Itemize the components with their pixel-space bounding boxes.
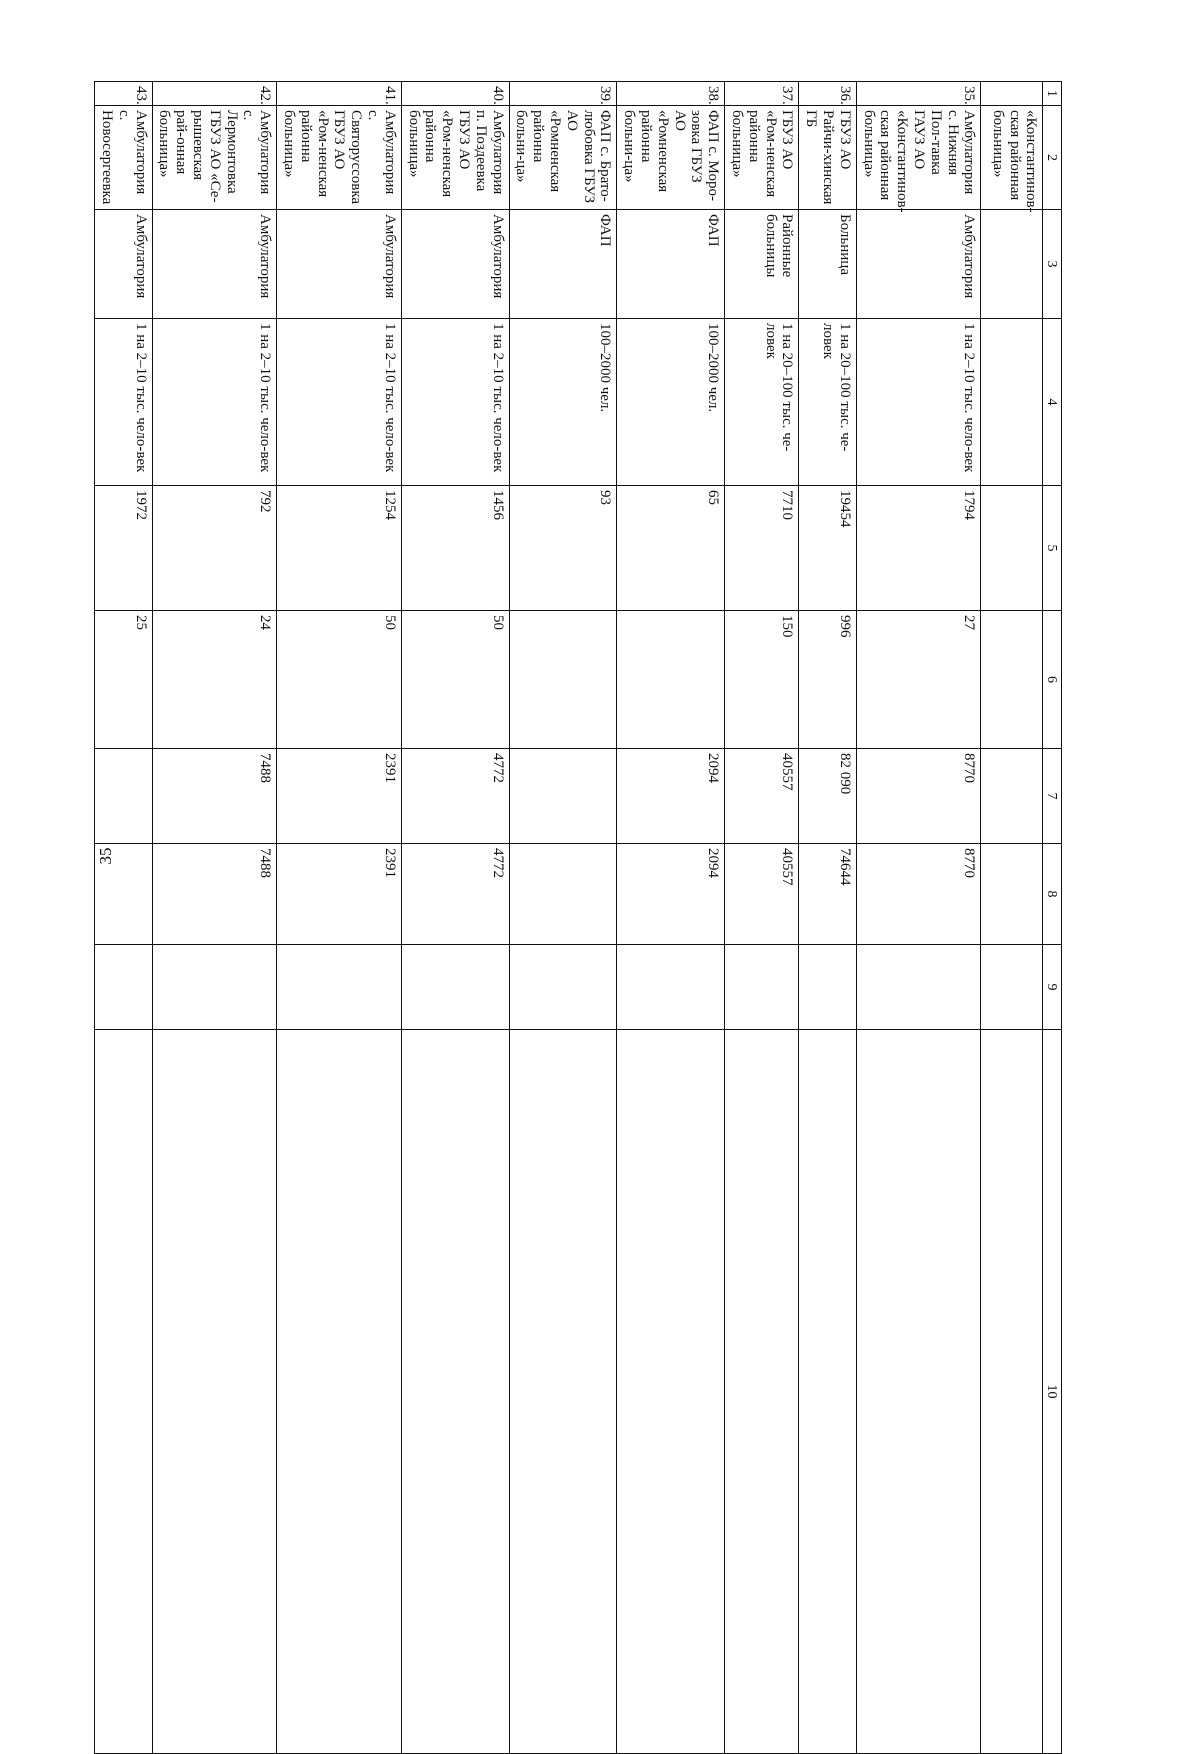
coverage-norm: 100–2000 чел. — [617, 319, 725, 486]
column-8-value: 74644 — [799, 844, 856, 945]
column-9-value — [799, 945, 856, 1030]
column-8-value: 7488 — [152, 844, 277, 945]
population: 1794 — [856, 486, 981, 611]
column-7-value — [509, 749, 617, 844]
column-8-value: 2391 — [277, 844, 402, 945]
column-9-value — [856, 945, 981, 1030]
population: 7710 — [725, 486, 799, 611]
facility-name: Амбулатория с. Святоруссовка ГБУЗ АО «Ром-ненская районна больница» — [277, 106, 402, 210]
population: 65 — [617, 486, 725, 611]
row-number: 36. — [799, 82, 856, 106]
column-10-value — [95, 1030, 152, 1754]
population: 1972 — [95, 486, 152, 611]
column-6-value — [617, 611, 725, 749]
column-header: 9 — [1043, 945, 1062, 1030]
column-header: 10 — [1043, 1030, 1062, 1754]
column-10-value — [856, 1030, 981, 1754]
facility-type: Амбулатория — [856, 210, 981, 319]
table-row — [617, 82, 725, 1754]
column-7-value: 2391 — [277, 749, 402, 844]
row-number: 43. — [95, 82, 152, 106]
column-8-value — [95, 844, 152, 945]
facility-type: Амбулатория — [152, 210, 277, 319]
table-row — [509, 82, 617, 1754]
column-10-value — [799, 1030, 856, 1754]
column-9-value — [725, 945, 799, 1030]
row-number: 41. — [277, 82, 402, 106]
facility-type: ФАП — [617, 210, 725, 319]
column-9-value — [152, 945, 277, 1030]
facility-name: Амбулатория с. Новосергеевка — [95, 106, 152, 210]
facility-name: ФАП с. Брато-любовка ГБУЗ АО «Ромненская районна больни-ца» — [509, 106, 617, 210]
column-6-value: 24 — [152, 611, 277, 749]
column-8-value: 2094 — [617, 844, 725, 945]
column-header: 8 — [1043, 844, 1062, 945]
column-8-value — [981, 844, 1043, 945]
column-7-value: 40557 — [725, 749, 799, 844]
facility-type: Районные больницы — [725, 210, 799, 319]
data-table — [94, 81, 1062, 1754]
column-header: 4 — [1043, 319, 1062, 486]
column-7-value: 8770 — [856, 749, 981, 844]
population: 93 — [509, 486, 617, 611]
column-6-value: 50 — [277, 611, 402, 749]
population: 19454 — [799, 486, 856, 611]
row-number — [981, 82, 1043, 106]
column-7-value — [981, 749, 1043, 844]
coverage-norm — [981, 319, 1043, 486]
coverage-norm: 1 на 2–10 тыс. чело-век — [401, 319, 509, 486]
facility-type: Амбулатория — [277, 210, 402, 319]
column-10-value — [617, 1030, 725, 1754]
table-row — [95, 82, 152, 1754]
column-8-value: 4772 — [401, 844, 509, 945]
row-number: 40. — [401, 82, 509, 106]
column-9-value — [981, 945, 1043, 1030]
column-10-value — [509, 1030, 617, 1754]
coverage-norm: 1 на 2–10 тыс. чело-век — [152, 319, 277, 486]
population: 792 — [152, 486, 277, 611]
table-row — [856, 82, 981, 1754]
column-6-value — [509, 611, 617, 749]
column-7-value: 7488 — [152, 749, 277, 844]
population: 1456 — [401, 486, 509, 611]
population: 1254 — [277, 486, 402, 611]
coverage-norm: 1 на 20–100 тыс. че-ловек — [725, 319, 799, 486]
row-number: 42. — [152, 82, 277, 106]
column-header: 6 — [1043, 611, 1062, 749]
column-6-value: 996 — [799, 611, 856, 749]
facility-type: ФАП — [509, 210, 617, 319]
table-row — [152, 82, 277, 1754]
column-9-value — [95, 945, 152, 1030]
coverage-norm: 100–2000 чел. — [509, 319, 617, 486]
facility-name: Амбулатория п. Поздеевка ГБУЗ АО «Ром-ненская районна больница» — [401, 106, 509, 210]
row-number: 38. — [617, 82, 725, 106]
column-header: 2 — [1043, 106, 1062, 210]
column-10-value — [981, 1030, 1043, 1754]
row-number: 35. — [856, 82, 981, 106]
facility-type: Амбулатория — [401, 210, 509, 319]
column-10-value — [725, 1030, 799, 1754]
coverage-norm: 1 на 20–100 тыс. че-ловек — [799, 319, 856, 486]
facility-type: Больница — [799, 210, 856, 319]
table-row — [725, 82, 799, 1754]
facility-type — [981, 210, 1043, 319]
column-7-value: 4772 — [401, 749, 509, 844]
column-9-value — [509, 945, 617, 1030]
row-number: 39. — [509, 82, 617, 106]
table-row — [401, 82, 509, 1754]
column-header: 7 — [1043, 749, 1062, 844]
column-8-value: 8770 — [856, 844, 981, 945]
column-6-value: 150 — [725, 611, 799, 749]
facility-name: ФАП с. Моро-зовка ГБУЗ АО «Ромненская районна больни-ца» — [617, 106, 725, 210]
coverage-norm: 1 на 2–10 тыс. чело-век — [277, 319, 402, 486]
column-10-value — [277, 1030, 402, 1754]
facility-name: ГБУЗ АО Райчи-хинская ГБ — [799, 106, 856, 210]
table-row — [277, 82, 402, 1754]
column-7-value — [95, 749, 152, 844]
column-9-value — [401, 945, 509, 1030]
column-header: 1 — [1043, 82, 1062, 106]
column-6-value — [981, 611, 1043, 749]
facility-name: Амбулатория с. Нижняя Пол-тавка ГАУЗ АО «Константинов-ская районная больница» — [856, 106, 981, 210]
column-6-value: 50 — [401, 611, 509, 749]
coverage-norm: 1 на 2–10 тыс. чело-век — [856, 319, 981, 486]
population — [981, 486, 1043, 611]
facility-name: ГБУЗ АО «Ром-ненская районна больница» — [725, 106, 799, 210]
column-9-value — [617, 945, 725, 1030]
facility-name: «Константинов-ская районная больница» — [981, 106, 1043, 210]
column-header: 3 — [1043, 210, 1062, 319]
column-6-value: 27 — [856, 611, 981, 749]
column-7-value: 82 090 — [799, 749, 856, 844]
column-10-value — [401, 1030, 509, 1754]
column-8-value: 40557 — [725, 844, 799, 945]
column-7-value: 2094 — [617, 749, 725, 844]
column-8-value — [509, 844, 617, 945]
row-number: 37. — [725, 82, 799, 106]
table-header-row — [1043, 82, 1062, 1754]
column-9-value — [277, 945, 402, 1030]
table-row — [799, 82, 856, 1754]
facility-name: Амбулатория с. Лермонтовка ГБУЗ АО «Се-рышевская рай-онная больница» — [152, 106, 277, 210]
table-row — [981, 82, 1043, 1754]
page-number: 35 — [96, 847, 115, 865]
column-header: 5 — [1043, 486, 1062, 611]
rotated-table-container — [99, 81, 1062, 1753]
coverage-norm: 1 на 2–10 тыс. чело-век — [95, 319, 152, 486]
column-6-value: 25 — [95, 611, 152, 749]
column-10-value — [152, 1030, 277, 1754]
facility-type: Амбулатория — [95, 210, 152, 319]
